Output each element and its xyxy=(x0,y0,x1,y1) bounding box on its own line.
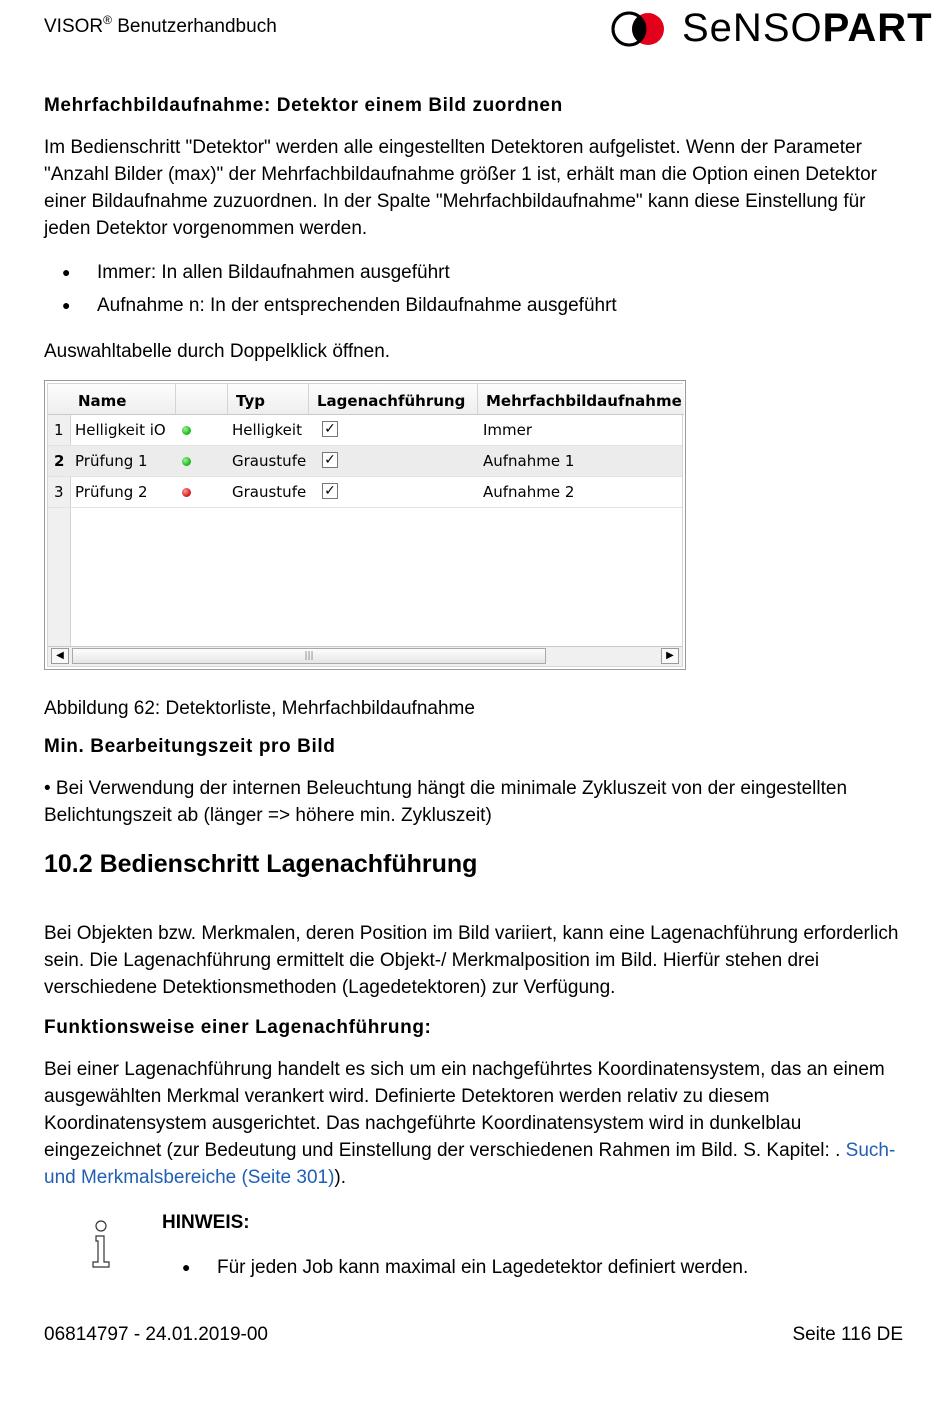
horizontal-scrollbar[interactable] xyxy=(48,646,682,666)
column-header-typ[interactable]: Typ xyxy=(228,384,309,415)
status-green-icon xyxy=(182,457,191,466)
section-heading: Funktionsweise einer Lagenachführung: xyxy=(44,1017,432,1038)
list-item: ● Aufnahme n: In der entsprechenden Bildaufnahme ausgeführt xyxy=(62,295,617,316)
paragraph: Bei Objekten bzw. Merkmalen, deren Position im Bild variiert, kann eine Lagenachführung erforderlich sein. Die Lagenachführung ermittelt die Objekt-/ Merkmalposition im Bild. Hierfür stehen drei verschiedene Detektionsmethoden (Lagedetektoren) zur Verfügung. xyxy=(44,923,899,998)
header-title: VISOR® Benutzerhandbuch xyxy=(44,13,277,37)
list-item: ● Für jeden Job kann maximal ein Lagedetektor definiert werden. xyxy=(182,1257,749,1278)
column-header-status[interactable] xyxy=(176,384,228,415)
cell-typ: Graustufe xyxy=(232,483,307,501)
bullet-icon: ● xyxy=(62,264,71,280)
lagenachfuehrung-checkbox[interactable]: ✓ xyxy=(322,483,338,499)
paragraph: Im Bedienschritt "Detektor" werden alle eingestellten Detektoren aufgelistet. Wenn der Parameter "Anzahl Bilder (max)" der Mehrfachbildaufnahme größer 1 ist, erhält man die Option einen Detektor einer Bildaufnahme zuzuordnen. In der Spalte "Mehrfachbildaufnahme" kann diese Einstellung für jeden Detektor vorgenommen werden. xyxy=(44,137,878,239)
table-row[interactable] xyxy=(48,477,682,508)
column-header-mehrfachbildaufnahme[interactable]: Mehrfachbildaufnahme xyxy=(478,384,684,415)
chapter-heading: 10.2 Bedienschritt Lagenachführung xyxy=(44,850,478,878)
list-item: ● Immer: In allen Bildaufnahmen ausgeführt xyxy=(62,262,450,283)
scroll-left-button[interactable]: ◀ xyxy=(51,648,69,664)
bullet-icon: ● xyxy=(62,297,71,313)
detector-table xyxy=(44,380,686,670)
note-title: HINWEIS: xyxy=(162,1212,250,1233)
row-number: 3 xyxy=(54,483,64,501)
section-heading: Mehrfachbildaufnahme: Detektor einem Bild zuordnen xyxy=(44,95,563,116)
table-row[interactable] xyxy=(48,446,682,477)
lagenachfuehrung-checkbox[interactable]: ✓ xyxy=(322,421,338,437)
sensopart-logo xyxy=(610,6,933,50)
status-red-icon xyxy=(182,488,191,497)
paragraph: Auswahltabelle durch Doppelklick öffnen. xyxy=(44,341,391,362)
footer-page-number: Seite 116 DE xyxy=(792,1324,903,1345)
section-heading: Min. Bearbeitungszeit pro Bild xyxy=(44,736,336,757)
row-number: 2 xyxy=(54,452,65,470)
cell-mehrfachbildaufnahme[interactable]: Aufnahme 2 xyxy=(483,483,575,501)
cell-mehrfachbildaufnahme[interactable]: Immer xyxy=(483,421,533,439)
logo-wordmark: SeNSOPART xyxy=(682,6,933,50)
lagenachfuehrung-checkbox[interactable]: ✓ xyxy=(322,452,338,468)
cell-name: Prüfung 2 xyxy=(75,483,148,501)
figure-caption: Abbildung 62: Detektorliste, Mehrfachbildaufnahme xyxy=(44,698,475,719)
row-number-header xyxy=(48,384,70,415)
cell-typ: Graustufe xyxy=(232,452,307,470)
cell-name: Prüfung 1 xyxy=(75,452,148,470)
bullet-icon: ● xyxy=(182,1259,191,1275)
footer-doc-number: 06814797 - 24.01.2019-00 xyxy=(44,1324,268,1345)
cell-mehrfachbildaufnahme[interactable]: Aufnahme 1 xyxy=(483,452,575,470)
scroll-thumb[interactable]: ||| xyxy=(72,648,546,664)
cell-typ: Helligkeit xyxy=(232,421,302,439)
table-row[interactable] xyxy=(48,415,682,446)
status-green-icon xyxy=(182,426,191,435)
chapter-link[interactable]: Such- und Merkmalsbereiche (Seite 301) xyxy=(44,1140,896,1188)
cell-name: Helligkeit iO xyxy=(75,421,166,439)
paragraph: • Bei Verwendung der internen Beleuchtung hängt die minimale Zykluszeit von der eingestellten Belichtungszeit ab (länger => höhere min. Zykluszeit) xyxy=(44,778,848,826)
paragraph: Bei einer Lagenachführung handelt es sich um ein nachgeführtes Koordinatensystem, das an einem ausgewählten Merkmal verankert wird. Definierte Detektoren werden relativ zu diesem Koordinatensystem ausgerichtet. Das nachgeführte Koordinatensystem wird in dunkelblau eingezeichnet (zur Bedeutung und Einstellung der verschiedenen Rahmen im Bild. S. Kapitel: . Such- und Merkmalsbereiche (Seite 301)). xyxy=(44,1059,896,1188)
column-header-name[interactable]: Name xyxy=(70,384,176,415)
column-header-lagenachfuehrung[interactable]: Lagenachführung xyxy=(309,384,478,415)
row-number: 1 xyxy=(54,421,64,439)
scroll-right-button[interactable]: ▶ xyxy=(661,648,679,664)
logo-circles-icon xyxy=(610,10,670,48)
